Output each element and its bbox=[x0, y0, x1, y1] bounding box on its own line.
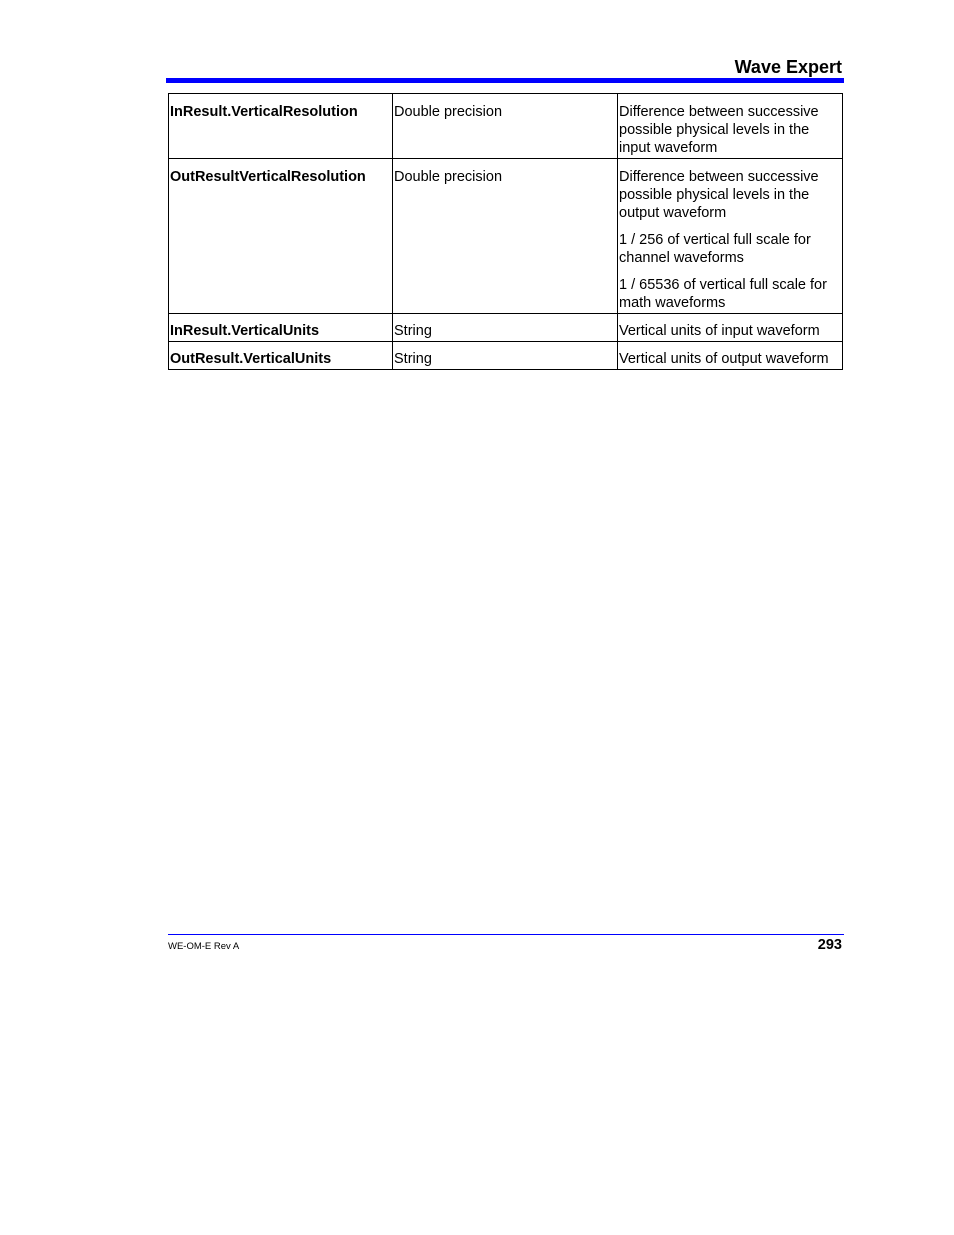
parameter-type: String bbox=[393, 314, 618, 342]
parameter-description bbox=[618, 159, 843, 314]
description-paragraph: Difference between successive possible physical levels in the input waveform bbox=[619, 104, 819, 156]
table-row bbox=[169, 94, 843, 159]
parameter-name: InResult.VerticalUnits bbox=[169, 314, 393, 342]
parameter-type: String bbox=[393, 342, 618, 370]
footer-rule bbox=[168, 934, 844, 935]
parameter-description bbox=[618, 314, 843, 342]
page-number: 293 bbox=[817, 937, 842, 953]
description-paragraph: Vertical units of input waveform bbox=[619, 323, 820, 339]
page-header-title: Wave Expert bbox=[734, 57, 842, 77]
header-rule bbox=[166, 78, 844, 83]
parameter-name: OutResultVerticalResolution bbox=[169, 159, 393, 314]
parameter-name: InResult.VerticalResolution bbox=[169, 94, 393, 159]
parameter-description bbox=[618, 342, 843, 370]
description-paragraph: Difference between successive possible physical levels in the output waveform bbox=[619, 169, 819, 221]
description-paragraph: 1 / 256 of vertical full scale for channel waveforms bbox=[619, 232, 811, 266]
table-row bbox=[169, 314, 843, 342]
description-paragraph: 1 / 65536 of vertical full scale for math waveforms bbox=[619, 277, 827, 311]
parameter-table bbox=[168, 93, 843, 370]
description-paragraph: Vertical units of output waveform bbox=[619, 351, 829, 367]
parameter-type: Double precision bbox=[393, 94, 618, 159]
parameter-name: OutResult.VerticalUnits bbox=[169, 342, 393, 370]
document-id: WE-OM-E Rev A bbox=[168, 941, 240, 952]
parameter-type: Double precision bbox=[393, 159, 618, 314]
table-row bbox=[169, 159, 843, 314]
table-row bbox=[169, 342, 843, 370]
parameter-description bbox=[618, 94, 843, 159]
